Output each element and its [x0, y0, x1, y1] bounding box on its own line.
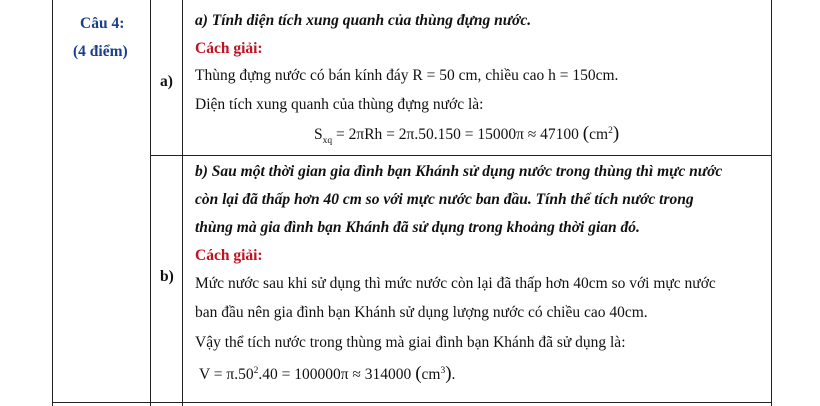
formula-b-pre: V = π.50	[199, 366, 254, 383]
part-b-line-1: Mức nước sau khi sử dụng thì mức nước còn lại đã thấp hơn 40cm so với mực nước	[195, 275, 716, 292]
formula-b-unit-exp: 3	[440, 365, 446, 376]
formula-a-unit-exp: 2	[608, 125, 613, 136]
formula-a-unit: cm	[589, 126, 609, 143]
part-a-prompt: a) Tính diện tích xung quanh của thùng đựng nước.	[195, 12, 532, 29]
part-a-label: a)	[160, 73, 173, 90]
table-border-left	[52, 0, 53, 406]
part-b-prompt-line-1: b) Sau một thời gian gia đình bạn Khánh sử dụng nước trong thùng thì mực nước	[195, 163, 723, 180]
part-b-label: b)	[160, 268, 174, 285]
part-a-formula: $S_{xq} = 2\pi Rh = 2\pi.50.150 = 15000\pi \approx 47100$ $(cm^2)$	[314, 123, 620, 147]
formula-a-lhs: S	[314, 126, 323, 143]
part-a-line-1: Thùng đựng nước có bán kính đáy R = 50 cm, chiều cao h = 150cm.	[195, 67, 619, 84]
part-b-line-2: ban đầu nên gia đình bạn Khánh sử dụng lượng nước có chiều cao 40cm.	[195, 304, 648, 321]
table-border-bottom	[52, 402, 771, 403]
part-b-prompt-line-2: còn lại đã thấp hơn 40 cm so với mực nước ban đầu. Tính thể tích nước trong	[195, 191, 694, 208]
table-border-right	[771, 0, 772, 406]
question-points: (4 điểm)	[73, 43, 128, 60]
formula-b-end: .	[451, 366, 456, 383]
formula-b-unit: cm	[421, 366, 441, 383]
table-divider-content-col	[182, 0, 183, 406]
row-divider	[150, 155, 771, 156]
part-a-method-label: Cách giải:	[195, 40, 263, 57]
part-b-prompt-line-3: thùng mà gia đình bạn Khánh đã sử dụng trong khoảng thời gian đó.	[195, 219, 640, 236]
part-b-method-label: Cách giải:	[195, 247, 263, 264]
part-b-formula: $V = \pi.50^2.40 = 100000\pi \approx 314000$ $(cm^3)$.	[199, 363, 456, 384]
formula-b-post: .40 = 100000π ≈ 314000	[258, 366, 412, 383]
part-a-line-2: Diện tích xung quanh của thùng đựng nước là:	[195, 96, 484, 113]
question-title: Câu 4:	[80, 15, 125, 32]
formula-b-exp: 2	[253, 365, 259, 376]
formula-a-body: = 2πRh = 2π.50.150 = 15000π ≈ 47100	[336, 126, 579, 143]
part-b-line-3: Vậy thể tích nước trong thùng mà giai đình bạn Khánh đã sử dụng là:	[195, 334, 626, 351]
formula-a-lhs-sub: xq	[322, 136, 333, 147]
table-divider-label-col	[150, 0, 151, 406]
